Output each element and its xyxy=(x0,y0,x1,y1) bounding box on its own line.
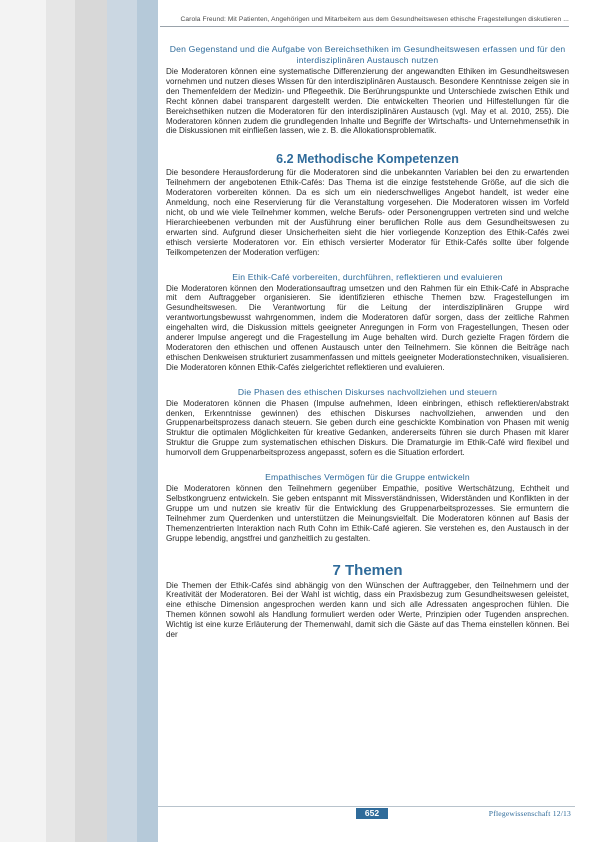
margin-stripe xyxy=(0,0,46,842)
paragraph: Die besondere Herausforderung für die Moderatoren sind die unbekannten Variablen bei den zu erwartenden Teilnehmern der angebotenen Ethik-Cafés: Das Thema ist die einzige feststehende Größe, auf die sich die Moderatoren vorbereiten können. Da es sich um ein niederschwelliges Angebot handelt, ist weder eine Anmeldung, noch eine Reservierung für die Veranstaltung vorgesehen. Die Moderatoren wissen im Vorfeld nicht, ob und wie viele Teilnehmer kommen, welche Berufs- oder Personengruppen vertreten sind und welche Hierarchieebenen verbunden mit der Ausführung einer beruflichen Rolle aus dem Gesundheitswesen zu erwarten sind. Aufgrund dieser Unsicherheiten sieht die hier vorliegende Konzeption des Ethik-Cafés zwei ethisch versierte Moderatoren vor. Ein ethisch versierter Moderator für Ethik-Cafés sollte über folgende Teilkompetenzen der Moderation verfügen: xyxy=(166,168,569,257)
page-header xyxy=(160,10,569,27)
subsection-heading: Ein Ethik-Café vorbereiten, durchführen, reflektieren und evaluieren xyxy=(232,271,503,282)
page-footer xyxy=(158,806,575,821)
paragraph: Die Moderatoren können die Phasen (Impulse aufnehmen, Ideen einbringen, ethisch reflektieren/abstrakt denken, Erkenntnisse gewinnen) des ethischen Diskurses nachvollziehen, anwenden und den Gruppenarbeitsprozess danach steuern. Sie geben durch eine geschickte Kombination von Phasen mit wenig Struktur die optimalen Möglichkeiten für kreative Gedanken, andererseits führen sie durch Phasen mit klarer Struktur die Gruppe zum systematischen ethischen Diskurs. Die Dramaturgie im Ethik-Café wird flexibel und humorvoll dem Gruppenarbeitsprozess angepasst, sofern es die Situation erfordert. xyxy=(166,398,569,458)
subsection-heading: Empathisches Vermögen für die Gruppe entwickeln xyxy=(265,472,470,483)
paragraph: Die Moderatoren können eine systematische Differenzierung der angewandten Ethiken im Gesundheitswesen vornehmen und nutzen dieses Wissen für den interdisziplinären Austausch. Besondere Kenntnisse zeigen sie in den Themenfeldern der Medizin- und Pflegeethik. Die Berührungspunkte und Unterschiede zwischen Ethik und Recht können dabei transparent dargestellt werden. Die entwickelten Theorien und Hilfestellungen für die Bereichsethiken nutzen die Moderatoren für den interdisziplinären Austausch (vgl. May et al. 2010, 255). Die Moderatoren können zudem die grundlegenden Inhalte und Begriffe der Wirtschafts- und Unternehmensethik in die Diskussionen mit einfließen lassen, wie z. B. die Allokationsproblematik. xyxy=(166,67,569,136)
subsection-heading: Den Gegenstand und die Aufgabe von Bereichsethiken im Gesundheitswesen erfassen und für den interdisziplinären Austausch nutzen xyxy=(169,44,566,65)
chapter-heading: 7 Themen xyxy=(332,561,403,579)
paragraph: Die Themen der Ethik-Cafés sind abhängig von den Wünschen der Auftraggeber, den Teilnehmern und der Kreativität der Moderatoren. Bei der Wahl ist wichtig, dass ein Praxisbezug zum Gesundheitswesen geleistet, eine ethische Dimension angesprochen werden kann und sich alle Adressaten angesprochen fühlen. Die Themen können sowohl als Handlung formuliert werden oder Werte, Prinzipien oder Tugenden ansprechen. Wichtig ist eine kurze Erläuterung der Themenwahl, damit sich die Gäste auf das Thema einstellen können. Bei der xyxy=(166,580,569,640)
page-number: 652 xyxy=(356,808,388,819)
journal-name: Pflegewissenschaft 12/13 xyxy=(488,809,571,818)
margin-stripe xyxy=(46,0,75,842)
running-title: Carola Freund: Mit Patienten, Angehörigen und Mitarbeitern aus dem Gesundheitswesen ethische Fragestellungen diskutieren ... xyxy=(180,16,569,23)
margin-stripe xyxy=(137,0,158,842)
margin-stripe xyxy=(107,0,137,842)
paragraph: Die Moderatoren können den Teilnehmern gegenüber Empathie, positive Wertschätzung, Echtheit und Selbstkongruenz entwickeln. Sie geben entspannt mit Missverständnissen, Widerständen und Konflikten in der Gruppe um und nutzen sie kreativ für die Entwicklung des Gruppenarbeitsprozesses. Sie ermuntern die Teilnehmer zum Querdenken und unterstützen die Meinungsvielfalt. Die Moderatoren können auf Basis der Themenzentrierten Interaktion nach Ruth Cohn im Ethik-Café agieren. Sie verstehen es, den Austausch in der Gruppe lebendig, angstfrei und ganzheitlich zu gestalten. xyxy=(166,484,569,543)
paragraph: Die Moderatoren können den Moderationsauftrag umsetzen und den Rahmen für ein Ethik-Café in Absprache mit dem Auftraggeber organisieren. Sie identifizieren ethische Themen bzw. Fragestellungen im Gesundheitswesen. Die Verantwortung für die Leitung der interdisziplinären Gruppe wird verantwortungsbewusst wahrgenommen, indem die Moderatoren dafür sorgen, dass der zeitliche Rahmen eingehalten wird, die Diskussion mittels geeigneter Anregungen in Form von Fragestellungen, Thesen oder anderer Impulse angeregt und die Fragestellung im Auge behalten wird. Durch gezielte Fragen fördern die Moderatoren den ethischen und offenen Austausch unter den Teilnehmern. Sie können die Beiträge nach ethischen Denkweisen strukturiert zusammenfassen und mittels geeigneter Moderationstechniken, visualisieren. Die Moderatoren können Ethik-Cafés zielgerichtet reflektieren und evaluieren. xyxy=(166,283,569,372)
margin-stripe xyxy=(75,0,107,842)
subsection-heading: Die Phasen des ethischen Diskurses nachvollziehen und steuern xyxy=(237,386,498,397)
section-heading: 6.2 Methodische Kompetenzen xyxy=(276,152,459,167)
article-body xyxy=(166,44,569,640)
